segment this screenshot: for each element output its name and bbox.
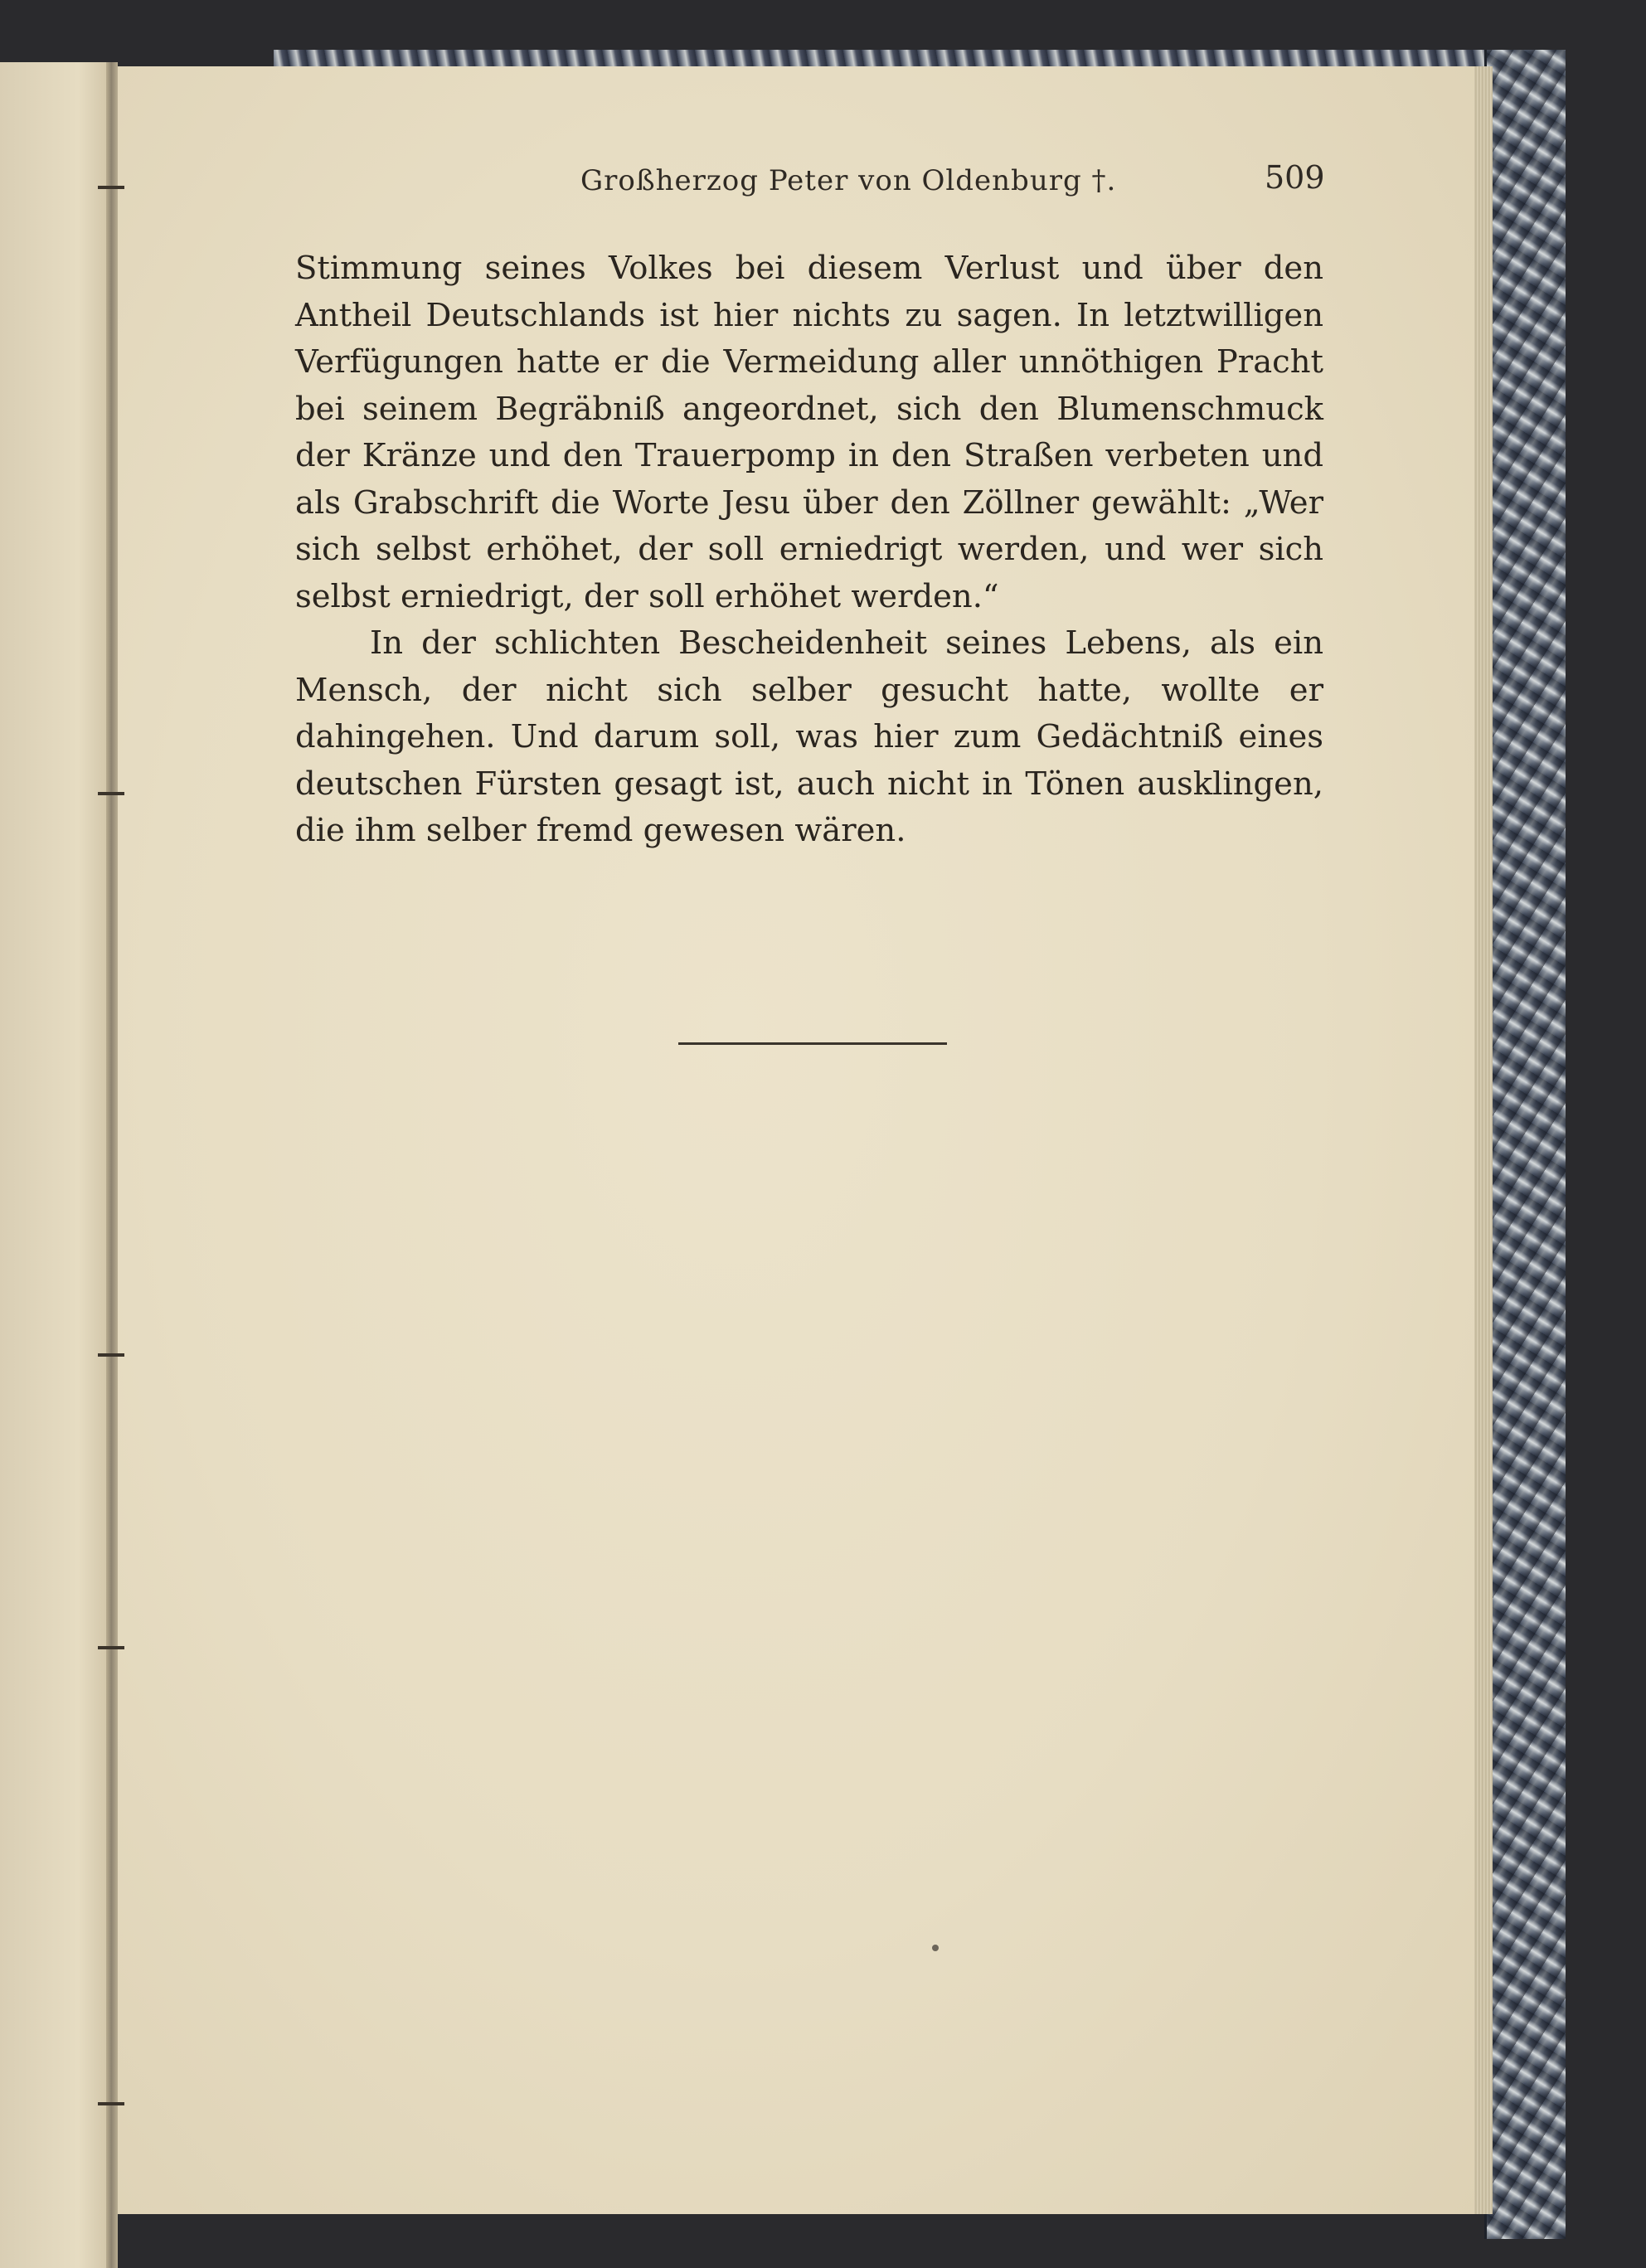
running-title: Großherzog Peter von Oldenburg †. [580,164,1117,197]
running-head [0,159,1646,197]
book-gutter [106,62,118,2268]
body-text [295,245,1323,855]
page-number: 509 [1265,159,1325,196]
marbled-cover-edge [1484,50,1566,2239]
paragraph: Stimmung seines Volkes bei diesem Verlust und über den Antheil Deutschlands ist hier nichts zu sagen. In letztwilligen Verfügungen hatte er die Vermeidung aller unnöthigen Pracht bei seinem Begräbniß angeordnet, sich den Blumenschmuck der Kränze und den Trauerpomp in den Straßen verbeten und als Grabschrift die Worte Jesu über den Zöllner gewählt: „Wer sich selbst erhöhet, der soll erniedrigt werden, und wer sich selbst erniedrigt, der soll erhöhet werden.“ [295,250,1323,615]
paper-speck [932,1945,939,1951]
facing-page-edge [0,62,112,2268]
binding-stitch [98,792,124,795]
binding-stitch [98,2102,124,2105]
section-end-rule [678,1042,947,1045]
page-fore-edge [1474,66,1493,2214]
binding-stitch [98,1646,124,1649]
binding-stitch [98,1353,124,1357]
paragraph: In der schlichten Bescheidenheit seines Lebens, als ein Mensch, der nicht sich selber gesucht hatte, wollte er dahingehen. Und darum soll, was hier zum Gedächtniß eines deutschen Fürsten gesagt ist, auch nicht in Tönen ausklingen, die ihm selber fremd gewesen wären. [295,624,1323,849]
